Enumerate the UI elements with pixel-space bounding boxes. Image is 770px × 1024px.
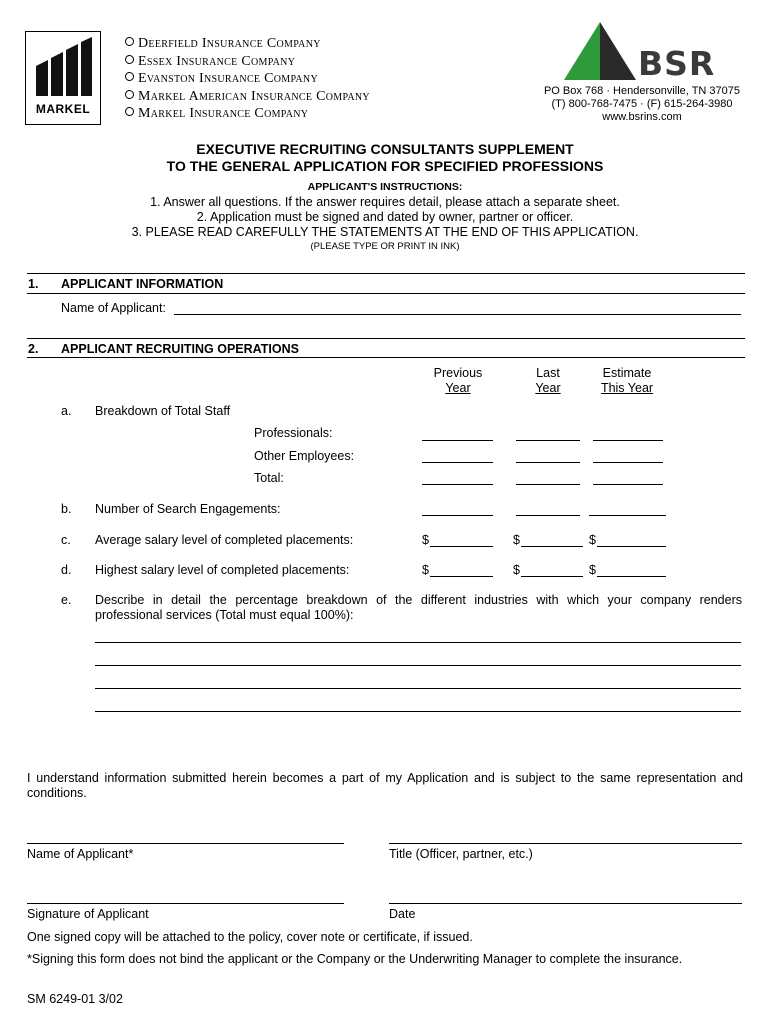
markel-logo [25,31,101,125]
date-label: Date [389,907,416,921]
form-id: SM 6249-01 3/02 [27,992,123,1006]
section-2-title: APPLICANT RECRUITING OPERATIONS [61,342,299,356]
instruction-item: 3. PLEASE READ CAREFULLY THE STATEMENTS AT THE END OF THIS APPLICATION. [131,225,639,239]
other-employees-last-field[interactable] [516,462,580,463]
total-label: Total: [254,471,284,485]
professionals-last-field[interactable] [516,440,580,441]
company-item: Deerfield Insurance Company [125,35,370,53]
section-divider [27,273,745,274]
item-c-letter: c. [61,533,71,547]
circle-bullet-icon [125,72,134,81]
name-of-applicant-label: Name of Applicant* [27,847,134,861]
item-e-letter: e. [61,593,72,607]
professionals-label: Professionals: [254,426,333,440]
title-field[interactable] [389,843,742,844]
form-title-line2: TO THE GENERAL APPLICATION FOR SPECIFIED PROFESSIONS [166,158,604,174]
section-divider [27,338,745,339]
other-employees-label: Other Employees: [254,449,355,463]
column-header-estimate: Estimate This Year [600,366,654,395]
instructions-note: (PLEASE TYPE OR PRINT IN INK) [310,241,460,252]
instruction-item: 2. Application must be signed and dated by owner, partner or officer. [196,210,574,224]
high-salary-previous-field[interactable] [430,576,493,577]
title-label: Title (Officer, partner, etc.) [389,847,533,861]
item-d-label: Highest salary level of completed placements: [95,563,350,577]
company-item: Markel Insurance Company [125,105,370,123]
dollar-sign: $ [513,533,520,547]
bsr-contact-block [527,85,757,124]
dollar-sign: $ [589,533,596,547]
markel-bars-icon [26,36,99,106]
signature-field[interactable] [27,903,344,904]
item-a-letter: a. [61,404,72,418]
item-a-label: Breakdown of Total Staff [95,404,231,418]
instructions-heading: APPLICANT'S INSTRUCTIONS: [307,181,463,193]
total-estimate-field[interactable] [593,484,663,485]
dollar-sign: $ [422,563,429,577]
section-divider [27,357,745,358]
industry-breakdown-line[interactable] [95,688,741,689]
other-employees-estimate-field[interactable] [593,462,663,463]
dollar-sign: $ [589,563,596,577]
column-header-previous-year: Previous Year [433,366,483,395]
search-engagements-previous-field[interactable] [422,515,493,516]
item-d-letter: d. [61,563,72,577]
avg-salary-previous-field[interactable] [430,546,493,547]
professionals-previous-field[interactable] [422,440,493,441]
company-item: Evanston Insurance Company [125,70,370,88]
industry-breakdown-line[interactable] [95,665,741,666]
circle-bullet-icon [125,37,134,46]
item-c-label: Average salary level of completed placements: [95,533,354,547]
high-salary-last-field[interactable] [521,576,583,577]
section-1-title: APPLICANT INFORMATION [61,277,224,291]
markel-logo-text: MARKEL [35,102,91,116]
bsr-website: www.bsrins.com [602,111,682,123]
bsr-phone: (T) 800-768-7475 · (F) 615-264-3980 [551,98,733,110]
item-e-label: Describe in detail the percentage breakdown of the different industries with which your company renders professional services (Total must equal 100%): [95,593,742,622]
bsr-address: PO Box 768 · Hendersonville, TN 37075 [543,85,741,97]
applicant-name-signature-field[interactable] [27,843,344,844]
section-2-number: 2. [28,342,39,356]
search-engagements-last-field[interactable] [516,515,580,516]
column-header-last-year: Last Year [535,366,561,395]
dollar-sign: $ [513,563,520,577]
high-salary-estimate-field[interactable] [597,576,666,577]
total-previous-field[interactable] [422,484,493,485]
applicant-name-field[interactable] [174,314,741,315]
dollar-sign: $ [422,533,429,547]
industry-breakdown-line[interactable] [95,642,741,643]
circle-bullet-icon [125,107,134,116]
representation-statement: I understand information submitted herein becomes a part of my Application and is subject to the same representation and conditions. [27,771,743,800]
binding-disclaimer: *Signing this form does not bind the applicant or the Company or the Underwriting Manager to complete the insurance. [27,952,683,966]
circle-bullet-icon [125,90,134,99]
bsr-logo-text: BSR [638,44,716,83]
form-title-line1: EXECUTIVE RECRUITING CONSULTANTS SUPPLEMENT [196,141,574,157]
section-1-number: 1. [28,277,39,291]
date-field[interactable] [389,903,742,904]
circle-bullet-icon [125,55,134,64]
item-b-label: Number of Search Engagements: [95,502,281,516]
company-item: Markel American Insurance Company [125,88,370,106]
avg-salary-last-field[interactable] [521,546,583,547]
total-last-field[interactable] [516,484,580,485]
professionals-estimate-field[interactable] [593,440,663,441]
section-divider [27,293,745,294]
applicant-name-label: Name of Applicant: [61,301,166,315]
item-b-letter: b. [61,502,72,516]
signature-label: Signature of Applicant [27,907,149,921]
other-employees-previous-field[interactable] [422,462,493,463]
industry-breakdown-line[interactable] [95,711,741,712]
bsr-triangle-logo-icon [560,22,642,84]
company-list [125,35,370,123]
search-engagements-estimate-field[interactable] [589,515,666,516]
instruction-item: 1. Answer all questions. If the answer requires detail, please attach a separate sheet. [150,195,620,209]
company-item: Essex Insurance Company [125,53,370,71]
avg-salary-estimate-field[interactable] [597,546,666,547]
copy-note: One signed copy will be attached to the policy, cover note or certificate, if issued. [27,930,473,944]
